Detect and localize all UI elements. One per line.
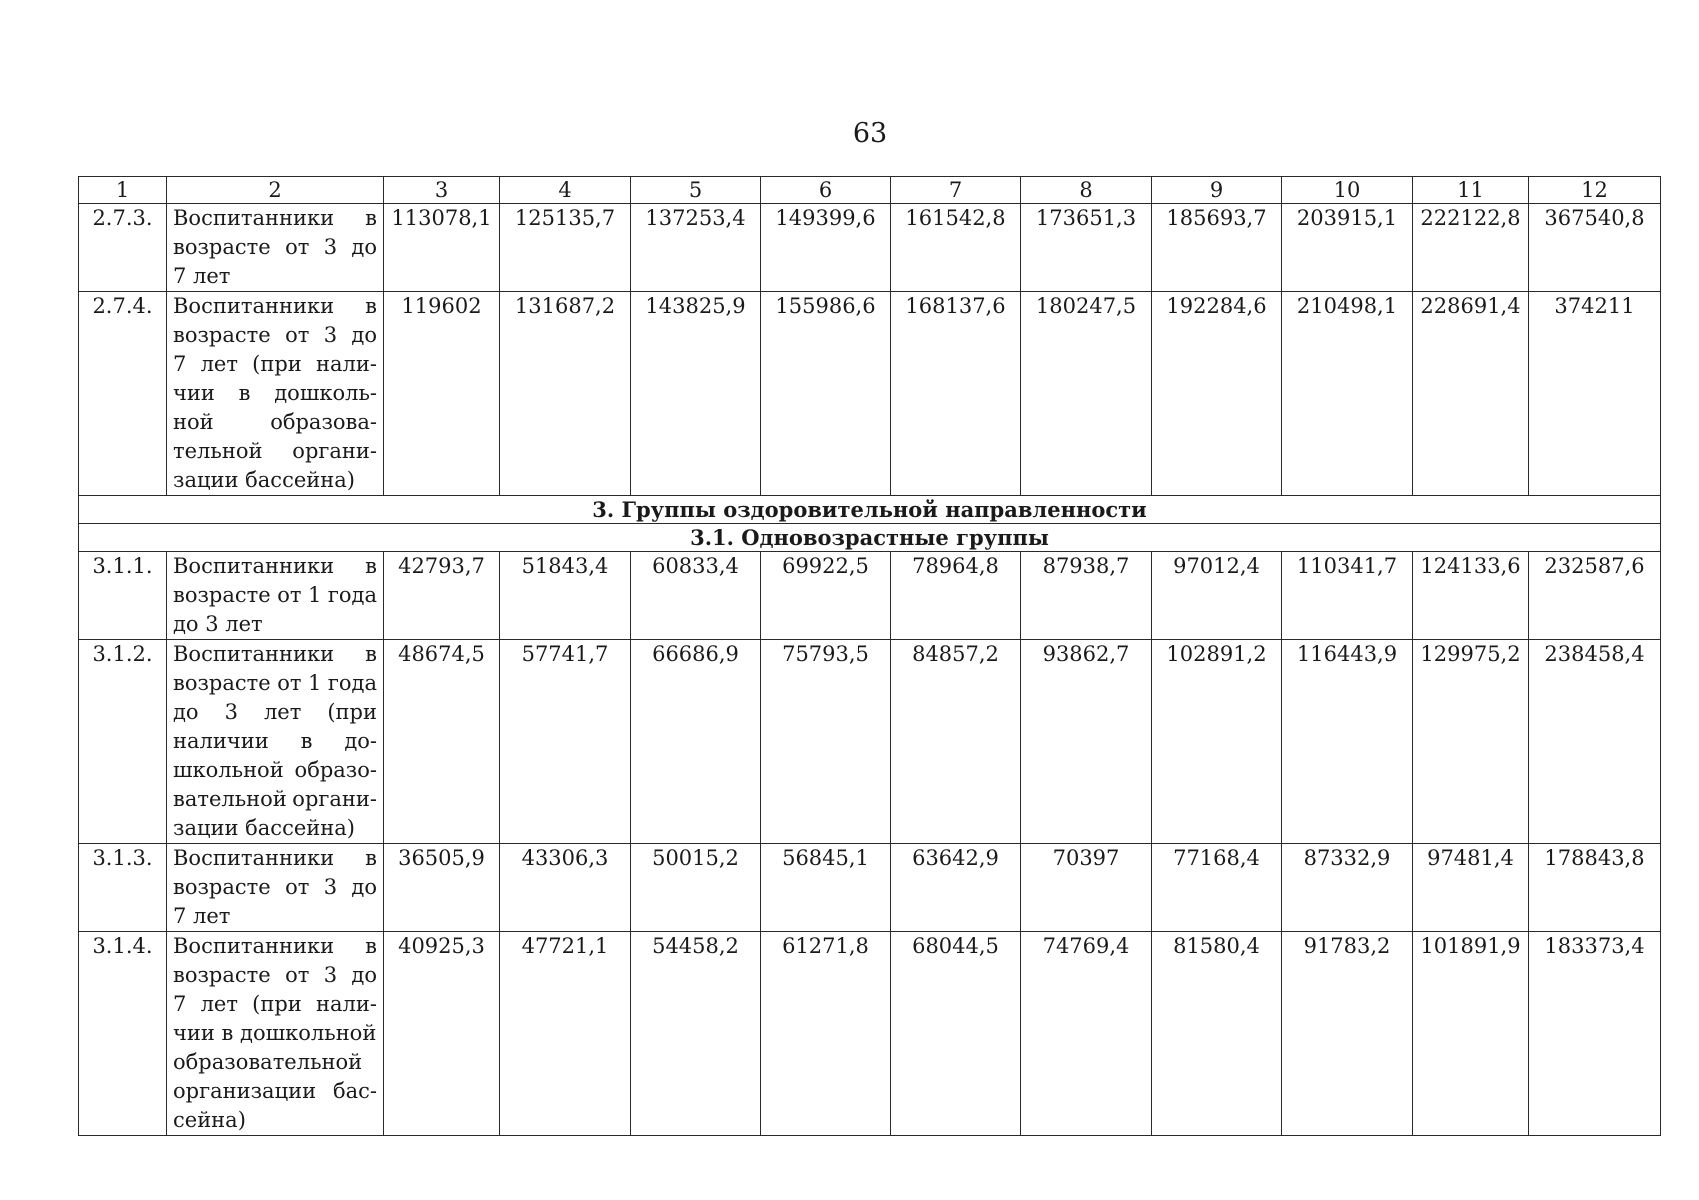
description-word: в [365,206,377,230]
description-word: школьной [173,758,284,782]
description-word: (при [252,352,302,376]
description-line [173,292,377,321]
value-cell: 63642,9 [891,844,1021,932]
value-cell: 101891,9 [1413,932,1529,1136]
description-word: 3 [323,875,338,899]
column-number: 9 [1152,177,1282,204]
value-cell: 180247,5 [1021,292,1152,496]
value-cell: 210498,1 [1282,292,1413,496]
table-row [79,292,1661,496]
value-cell: 124133,6 [1413,552,1529,640]
description-word: возрасте [173,583,271,607]
column-number: 4 [500,177,631,204]
description-word: в [300,729,313,753]
value-cell: 113078,1 [384,204,500,292]
description-word: ной [173,410,214,434]
description-line [173,1019,377,1048]
description-line [173,1077,377,1106]
description-word: 1 [308,583,322,607]
value-cell: 60833,4 [631,552,761,640]
description-line [173,552,377,581]
description-word: до [351,875,377,899]
description-line [173,961,377,990]
description-word: бас- [332,1079,377,1103]
row-number: 3.1.2. [79,640,167,844]
value-cell: 61271,8 [761,932,891,1136]
description-word: (при [327,700,377,724]
value-cell: 84857,2 [891,640,1021,844]
description-word: (при [252,992,302,1016]
row-description [167,204,384,292]
description-word: от [285,875,310,899]
description-line [173,204,377,233]
description-word: до [173,700,199,724]
description-line [173,990,377,1019]
column-number: 1 [79,177,167,204]
column-number: 3 [384,177,500,204]
row-number: 3.1.4. [79,932,167,1136]
description-word: в [365,642,377,666]
section-heading-title: 3. Группы оздоровительной направленности [79,496,1661,524]
description-line [173,785,377,814]
value-cell: 185693,7 [1152,204,1282,292]
description-line [173,1106,377,1135]
column-number-row [79,177,1661,204]
description-word: возрасте [173,875,271,899]
value-cell: 183373,4 [1529,932,1661,1136]
description-word: лет [263,700,302,724]
row-number: 3.1.3. [79,844,167,932]
description-word: 7 лет [173,264,231,288]
description-word: образовательной [173,1050,363,1074]
row-description [167,844,384,932]
value-cell: 97012,4 [1152,552,1282,640]
value-cell: 57741,7 [500,640,631,844]
description-word: от [285,963,310,987]
description-line [173,233,377,262]
description-word: возрасте [173,963,271,987]
description-word: до 3 лет [173,612,263,636]
description-word: органи- [292,439,377,463]
value-cell: 143825,9 [631,292,761,496]
column-number: 11 [1413,177,1529,204]
value-cell: 87332,9 [1282,844,1413,932]
value-cell: 222122,8 [1413,204,1529,292]
description-word: нали- [316,352,377,376]
value-cell: 155986,6 [761,292,891,496]
description-word: от [277,671,302,695]
description-word: органи- [292,787,377,811]
value-cell: 87938,7 [1021,552,1152,640]
column-number: 10 [1282,177,1413,204]
value-cell: 110341,7 [1282,552,1413,640]
description-word: от [285,323,310,347]
description-word: 3 [323,963,338,987]
column-number: 2 [167,177,384,204]
description-line [173,379,377,408]
section-heading [79,496,1661,524]
value-cell: 54458,2 [631,932,761,1136]
description-word: сейна) [173,1108,246,1132]
value-cell: 78964,8 [891,552,1021,640]
value-cell: 125135,7 [500,204,631,292]
description-word: Воспитанники [173,846,335,870]
description-line [173,932,377,961]
description-word: до [351,235,377,259]
description-word: лет [200,352,238,376]
description-line [173,466,377,495]
description-word: Воспитанники [173,642,335,666]
description-line [173,756,377,785]
description-line [173,262,377,291]
value-cell: 161542,8 [891,204,1021,292]
value-cell: 137253,4 [631,204,761,292]
description-line [173,581,377,610]
description-word: тельной [173,439,263,463]
description-word: года [327,583,377,607]
description-word: организации [173,1079,317,1103]
description-line [173,669,377,698]
value-cell: 173651,3 [1021,204,1152,292]
row-description [167,292,384,496]
description-word: лет [200,992,238,1016]
value-cell: 43306,3 [500,844,631,932]
value-cell: 119602 [384,292,500,496]
value-cell: 66686,9 [631,640,761,844]
value-cell: 238458,4 [1529,640,1661,844]
value-cell: 68044,5 [891,932,1021,1136]
column-number: 12 [1529,177,1661,204]
description-word: образо- [294,758,377,782]
description-word: 3 [323,323,338,347]
value-cell: 70397 [1021,844,1152,932]
description-word: 3 [224,700,238,724]
value-cell: 178843,8 [1529,844,1661,932]
value-cell: 36505,9 [384,844,500,932]
value-cell: 232587,6 [1529,552,1661,640]
column-number: 7 [891,177,1021,204]
description-word: в [365,554,377,578]
description-line [173,873,377,902]
value-cell: 47721,1 [500,932,631,1136]
page-number: 63 [852,118,888,149]
description-word: до [351,963,377,987]
table-row [79,204,1661,292]
value-cell: 74769,4 [1021,932,1152,1136]
description-word: до [351,323,377,347]
value-cell: 75793,5 [761,640,891,844]
value-cell: 48674,5 [384,640,500,844]
description-line [173,698,377,727]
description-word: Воспитанники [173,554,335,578]
description-line [173,1048,377,1077]
column-number: 6 [761,177,891,204]
description-word: зации бассейна) [173,816,355,840]
table-row [79,932,1661,1136]
row-number: 2.7.4. [79,292,167,496]
table-row [79,844,1661,932]
description-line [173,902,377,931]
description-line [173,437,377,466]
column-number: 5 [631,177,761,204]
description-word: образова- [270,410,377,434]
value-cell: 97481,4 [1413,844,1529,932]
row-description [167,932,384,1136]
description-line [173,814,377,843]
value-cell: 93862,7 [1021,640,1152,844]
description-line [173,408,377,437]
value-cell: 131687,2 [500,292,631,496]
value-cell: 42793,7 [384,552,500,640]
description-word: 1 [308,671,322,695]
tariff-table [78,176,1661,1136]
value-cell: 367540,8 [1529,204,1661,292]
value-cell: 116443,9 [1282,640,1413,844]
subsection-heading [79,524,1661,552]
value-cell: 69922,5 [761,552,891,640]
value-cell: 168137,6 [891,292,1021,496]
description-word: чии в дошкольной [173,1021,377,1045]
table-row [79,640,1661,844]
value-cell: 149399,6 [761,204,891,292]
description-word: 7 лет [173,904,231,928]
description-word: чии [173,381,215,405]
description-word: возрасте [173,671,271,695]
value-cell: 102891,2 [1152,640,1282,844]
description-word: в [365,294,377,318]
row-number: 2.7.3. [79,204,167,292]
value-cell: 50015,2 [631,844,761,932]
description-line [173,640,377,669]
description-word: 7 [173,352,187,376]
description-word: Воспитанники [173,934,335,958]
description-word: дошколь- [274,381,377,405]
description-word: в [238,381,251,405]
description-line [173,610,377,639]
value-cell: 374211 [1529,292,1661,496]
value-cell: 228691,4 [1413,292,1529,496]
description-word: наличии [173,729,269,753]
description-word: Воспитанники [173,294,335,318]
description-word: возрасте [173,323,271,347]
value-cell: 77168,4 [1152,844,1282,932]
description-word: от [285,235,310,259]
value-cell: 192284,6 [1152,292,1282,496]
row-description [167,640,384,844]
description-word: года [327,671,377,695]
description-word: от [277,583,302,607]
description-word: 3 [323,235,338,259]
description-word: зации бассейна) [173,468,355,492]
description-word: нали- [316,992,377,1016]
value-cell: 81580,4 [1152,932,1282,1136]
value-cell: 40925,3 [384,932,500,1136]
table-row [79,552,1661,640]
value-cell: 203915,1 [1282,204,1413,292]
description-line [173,727,377,756]
description-word: в [365,846,377,870]
description-word: Воспитанники [173,206,335,230]
column-number: 8 [1021,177,1152,204]
description-word: вательной [173,787,287,811]
description-word: до- [344,729,377,753]
value-cell: 51843,4 [500,552,631,640]
description-word: в [365,934,377,958]
row-number: 3.1.1. [79,552,167,640]
value-cell: 56845,1 [761,844,891,932]
description-word: 7 [173,992,187,1016]
subsection-heading-title: 3.1. Одновозрастные группы [79,524,1661,552]
description-line [173,844,377,873]
row-description [167,552,384,640]
description-word: возрасте [173,235,271,259]
value-cell: 129975,2 [1413,640,1529,844]
description-line [173,350,377,379]
value-cell: 91783,2 [1282,932,1413,1136]
description-line [173,321,377,350]
